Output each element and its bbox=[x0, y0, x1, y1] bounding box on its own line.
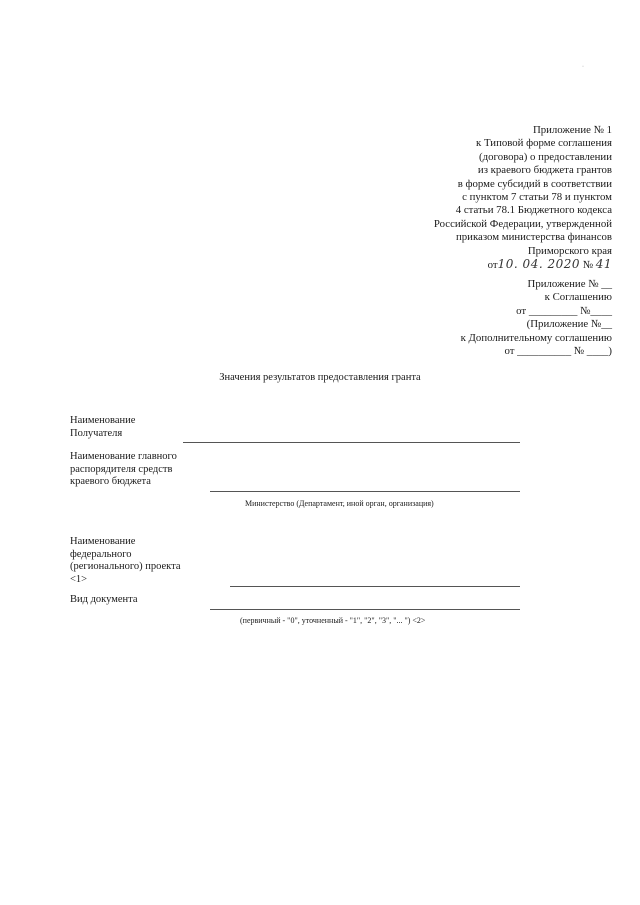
appendix-block bbox=[434, 124, 612, 272]
doc-type-line bbox=[210, 609, 520, 610]
appendix-line-5: в форме субсидий в соответствии bbox=[457, 177, 612, 190]
distributor-label: Наименование главного распорядителя средств краевого бюджета bbox=[70, 451, 177, 487]
agreement-line-4: (Приложение №__ bbox=[526, 318, 612, 331]
scan-mark: · bbox=[582, 64, 584, 70]
order-number-handwritten: 41 bbox=[595, 257, 612, 272]
distributor-line bbox=[210, 491, 520, 492]
order-date-handwritten: 10. 04. 2020 bbox=[497, 257, 580, 272]
agreement-block bbox=[461, 278, 612, 358]
recipient-line bbox=[183, 442, 520, 443]
order-line bbox=[434, 258, 612, 272]
appendix-line-7: 4 статьи 78.1 Бюджетного кодекса bbox=[455, 204, 612, 217]
doc-type-caption: (первичный - "0", уточненный - "1", "2", "3", "... ") <2> bbox=[240, 616, 426, 625]
appendix-line-10: Приморского края bbox=[527, 244, 612, 257]
appendix-line-4: из краевого бюджета грантов bbox=[477, 164, 612, 177]
appendix-line-2: к Типовой форме соглашения bbox=[476, 137, 612, 150]
agreement-line-6: от __________ № ____) bbox=[504, 345, 612, 358]
document-title: Значения результатов предоставления гранта bbox=[219, 372, 421, 383]
distributor-caption: Министерство (Департамент, иной орган, организация) bbox=[245, 499, 434, 508]
agreement-line-2: к Соглашению bbox=[544, 291, 612, 304]
appendix-line-3: (договора) о предоставлении bbox=[479, 150, 612, 163]
agreement-line-1: Приложение № __ bbox=[527, 278, 612, 290]
agreement-line-3: от _________ №____ bbox=[516, 304, 612, 317]
project-label: Наименование федерального (регионального) проекта <1> bbox=[70, 536, 181, 585]
appendix-line-6: с пунктом 7 статьи 78 и пунктом bbox=[462, 191, 612, 204]
appendix-line-1: Приложение № 1 bbox=[532, 124, 612, 136]
project-line bbox=[230, 586, 520, 587]
agreement-line-5: к Дополнительному соглашению bbox=[460, 331, 612, 344]
appendix-line-9: приказом министерства финансов bbox=[456, 231, 612, 244]
recipient-label: Наименование Получателя bbox=[70, 415, 136, 439]
appendix-line-8: Российской Федерации, утвержденной bbox=[433, 217, 612, 230]
doc-type-label: Вид документа bbox=[70, 594, 138, 605]
order-prefix: от bbox=[487, 259, 498, 272]
order-number-prefix: № bbox=[582, 259, 594, 272]
